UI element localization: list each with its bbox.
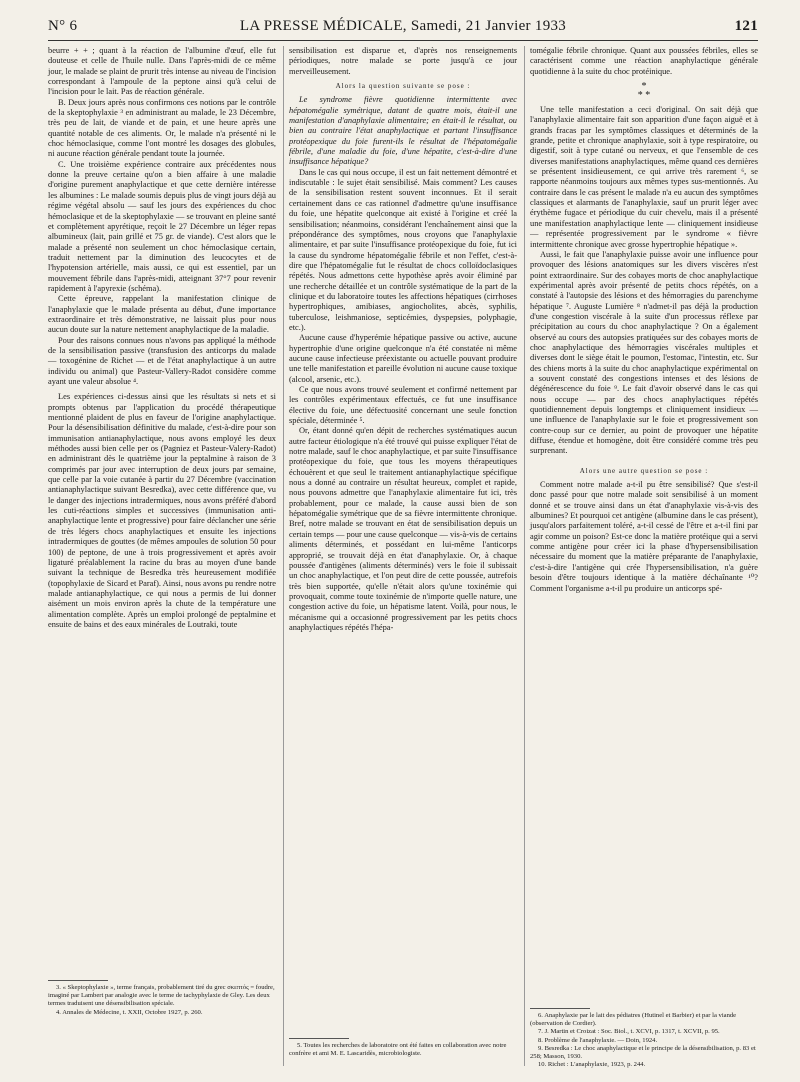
footnote: 4. Annales de Médecine, t. XXII, Octobre 1927, p. 260. — [56, 1008, 203, 1016]
paragraph: Comment notre malade a-t-il pu être sensibilisé? Que s'est-il donc passé pour que notre malade soit sensibilisé à un moment donné et se trouve ainsi dans un état d'anaphylaxie vis-à-vis des albumines? Et pourquoi cet antigène (albumine dans le cas présent), jusqu'alors parfaitement toléré, a-t-il cessé de l'être et a-t-il fini par agir comme un poison? Est-ce donc la matière protéique qui a servi comme antigène pour créer ici la phase d'hypersensibilisation nécessaire du moment que la matière préparante de l'anaphylaxie, c'est-à-dire l'antigène qui crée l'hypersensibilisation, n'a guère besoin d'être toujours identique à la matière déchaînante ¹⁰? Comment l'organisme a-t-il pu produire un anticorps spé- — [530, 480, 758, 593]
issue-number: N° 6 — [48, 18, 78, 34]
page-number: 121 — [734, 18, 758, 34]
paragraph: C. Une troisième expérience contraire aux précédentes nous donne la preuve certaine qu'on a bien affaire à une maladie d'origine purement anaphylactique et que cette dernière intéresse les albumines : Le malade soumis depuis plus de vingt jours déjà au régime végétal absolu — sauf les jours des expériences du choc hémoclasique et de la skeptophylaxie — se trouvant en pleine santé et complètement apyrétique, reçoit le 27 Décembre un léger repas albumineux (lait, pain grillé et 75 gr. de viande). C'est alors que le malade a présenté non seulement un choc hémoclasique certain, traduit nettement par la diminution des leucocytes et de l'hypotension artérielle, mais aussi, ce qui est essentiel, par un mouvement fébrile dans l'après-midi, atteignant 37°7 pour revenir rapidement à l'apyrexie (schéma). — [48, 159, 276, 293]
paragraph: Pour des raisons connues nous n'avons pas appliqué la méthode de la sensibilisation passive (transfusion des anticorps du malade — toxogénine de Richet — et de l'état anaphylactique à un autre individu ou animal) que Pasteur-Vallery-Radot considère comme ayant une valeur absolue ⁴. — [48, 335, 276, 386]
footnote: 5. Toutes les recherches de laboratoire ont été faites en collaboration avec notre confrère et ami M. E. Lascaridès, microbiologiste. — [289, 1042, 507, 1058]
footnote: 10. Richet : L'anaphylaxie, 1923, p. 244. — [538, 1061, 646, 1069]
footnote: 8. Problème de l'anaphylaxie. — Doin, 1924. — [538, 1036, 658, 1044]
column-1 — [48, 46, 276, 630]
footnote-rule — [289, 1038, 349, 1039]
paragraph-italic: Le syndrome fièvre quotidienne intermittente avec hépatomégalie symétrique, datant de quatre mois, était-il une manifestation d'anaphylaxie alimentaire; en était-il le résultat, ou bien au contraire l'état anaphylactique et partant l'insuffisance protéopexique du foie furent-ils le résultat de l'hépatomégalie fébrile, d'une maladie du foie, d'une hépatite, c'est-à-dire d'une insuffisance hépatique? — [289, 95, 517, 167]
paragraph: Ce que nous avons trouvé seulement et confirmé nettement par les contrôles expérimentaux effectués, ce fut une insuffisance élective du foie, une défectuosité concernant une seule fonction spéciale, déterminée ⁵. — [289, 385, 517, 426]
footnote-rule — [48, 980, 108, 981]
footnote-rule — [530, 1008, 590, 1009]
footnotes-col3 — [530, 1002, 758, 1069]
column-divider — [283, 46, 284, 1066]
header-rule — [48, 40, 758, 41]
page-header — [48, 18, 758, 38]
footnotes-col1 — [48, 974, 276, 1017]
section-asterism: * — [641, 81, 647, 93]
paragraph: tomégalie fébrile chronique. Quant aux poussées fébriles, elles se caractérisent comme une réaction anaphylactique générale quotidienne à la suite du choc protéinique. — [530, 46, 758, 76]
column-2 — [289, 46, 517, 633]
journal-title: LA PRESSE MÉDICALE, Samedi, 21 Janvier 1933 — [239, 18, 567, 34]
paragraph: Dans le cas qui nous occupe, il est un fait nettement démontré et indiscutable : le sujet était sensibilisé. Mais comment? Les causes de la sensibilisation restent souvent inconnues. Et il serait certainement dans ce cas rationnel d'admettre qu'une insuffisance du foie, une hépatite quelconque ait existé à l'origine et créé la sensibilisation; néanmoins, considérant l'enchaînement ainsi que la prépondérance des symptômes, nous croyons que l'anaphylaxie alimentaire, et par suite l'insuffisance protéopexique du foie, fut ici la cause du syndrome hépatomégalie fébrile et non l'effet, c'est-à-dire que l'hépatomégalie fut le résultat de chocs colloïdoclasiques répétés. Nous admettons cette hypothèse après avoir éliminé par une recherche détaillée et un contrôle systématique de la part de la clinique et du laboratoire toutes les affections hépatiques (cirrhoses hypertrophiques, amibiases, angiocholites, abcès, syphilis, tuberculose, leishmaniose, septicémies, dyspepsies, polyphagie, etc.). — [289, 167, 517, 332]
paragraph: beurre + + ; quant à la réaction de l'albumine d'œuf, elle fut douteuse et celle de l'huile nulle. Dans l'après-midi de ce même jour, le malade se plaint de prurit très intense au niveau de l'incision correspondant à l'ampoule de la peptone ainsi qu'à celui de l'incision pour le lait. Pas de réaction générale. — [48, 46, 276, 97]
footnote: 6. Anaphylaxie par le lait des pédiatres (Hutinel et Barbier) et par la viande (observation de Cordier). — [530, 1012, 737, 1028]
footnotes-col2 — [289, 1032, 517, 1058]
paragraph: sensibilisation est disparue et, d'après nos renseignements périodiques, notre malade se porte jusqu'à ce jour merveilleusement. — [289, 46, 517, 76]
paragraph: Une telle manifestation a ceci d'original. On sait déjà que l'anaphylaxie alimentaire fait son apparition d'une façon aiguë et à grands fracas par les symptômes classiques et déterminés de la grande, petite et chronique anaphylaxie, soit à type respiratoire, ou digestif, soit à type cutané ou nerveux, et que l'ensemble de ces diverses manifestations anaphylactiques, même quand ces dernières se présentent insidieusement, ce qui arrive très rarement ⁶, se rapporte néanmoins toujours aux mêmes types sus-mentionnés. Au contraire dans le cas présent le malade n'a eu aucun des symptômes classiques et alarmants de l'anaphylaxie, sauf un prurit léger avec érythème fugace et périodique du cuir chevelu, mais il a présenté une manifestation anaphylactique lente — cliniquement insidieuse — représentée progressivement par le syndrome « fièvre intermittente chronique avec grosse hypertrophie hépatique ». — [530, 105, 758, 249]
paragraph: Or, étant donné qu'en dépit de recherches systématiques aucun autre facteur étiologique n'a été trouvé qui puisse expliquer l'état de notre malade, sauf le choc anaphylactique, et par suite l'insuffisance protéopexique du foie, que tous les moyens thérapeutiques échouèrent et que seul le traitement antianaphylactique spécifique nous a donné au contraire un résultat heureux, complet et rapide, nous pouvons admettre que l'anaphylaxie alimentaire fut ici, très probablement, pour ce malade, la cause aussi bien de son hépatomégalie symétrique que de sa fièvre intermittente chronique. Bref, notre malade se trouvant en état de sensibilisation depuis un certain temps — pour une cause quelconque — vis-à-vis de certains aliments déterminés, et possédant en lui-même l'anticorps approprié, se trouvait déjà en état d'anaphylaxie. Or, à chaque poussée d'antigènes (aliments déterminés) vers le foie il subissait un choc anaphylactique, et l'on peut dire de cette poussée, autrefois très bien supportée, qu'elle n'était alors qu'une toxinémie qui provoquait, comme toute toxinémie de n'importe quelle nature, une congestion active du foie, un hépatisme latent. Voilà, pour nous, le mécanisme qui a occasionné progressivement par les petits chocs anaphylactiques répétés l'hépa- — [289, 426, 517, 632]
paragraph: B. Deux jours après nous confirmons ces notions par le contrôle de la skeptophylaxie ³ en administrant au malade, le 23 Décembre, très peu de lait, de viande et de pain, et une heure après une quantité notable de ces aliments. Or, le malade n'a présenté ni le choc hémoclasique, comme l'ont montré les dosages des globules, ni aucune réaction générale pendant toute la journée. — [48, 97, 276, 159]
paragraph: Aucune cause d'hyperémie hépatique passive ou active, aucune hypertrophie d'une origine quelconque n'a été constatée ni même aucune cause infectieuse préexistante ou actuelle pouvant produire une telle manifestation et pareille évolution ni aucune cause toxique (alcool, arsenic, etc.). — [289, 333, 517, 384]
section-asterism: * * — [637, 90, 651, 102]
paragraph: Cette épreuve, rappelant la manifestation clinique de l'anaphylaxie que le malade présenta au début, d'une importance extraordinaire et très démonstrative, ne laissait plus pour nous aucun doute sur la nature nettement anaphylactique de la maladie. — [48, 294, 276, 335]
section-subheading: Alors la question suivante se pose : — [335, 82, 471, 91]
column-divider — [524, 46, 525, 1066]
footnote: 9. Besredka : Le choc anaphylactique et le principe de la désensibilisation, p. 83 et 258; Masson, 1930. — [530, 1044, 756, 1061]
footnote: 7. J. Martin et Croizat : Soc. Biol., t. XCVI, p. 1317, t. XCVII, p. 95. — [538, 1028, 720, 1036]
paragraph: Aussi, le fait que l'anaphylaxie puisse avoir une influence pour provoquer des lésions anatomiques sur les divers viscères n'est point extraordinaire. Sur des cobayes morts de choc anaphylactique expérimental après avoir présenté de petits chocs répétés, on a constaté à l'autopsie des lésions et des hémorragies du parenchyme hépatique ⁷. Auguste Lumière ⁸ n'admet-il pas déjà la production d'une congestion viscérale à la suite d'un processus réflexe par précipitation au cours du choc anaphylactique ? On a également observé au cours des autopsies pratiquées sur des cobayes morts de choc anaphylactique des hémorragies viscérales multiples et diverses dont le siège était le poumon, l'estomac, l'intestin, etc. Sur des chiens morts à la suite du choc anaphylactique expérimental on a souvent constaté des congestions intenses et des lésions de dégénérescence du foie ⁹. Le fait d'avoir observé dans le cas qui nous occupe — par des chocs anaphylactiques répétés quotidiennement depuis longtemps et cliniquement insidieux — une influence de l'anaphylaxie sur le foie et progressivement son contre-coup sur ce dernier, au point de provoquer une hépatite diffuse, étendue et homogène, doit être considéré comme très peu surprenant. — [530, 249, 758, 456]
paragraph: Les expériences ci-dessus ainsi que les résultats si nets et si prompts obtenus par l'application du procédé thérapeutique mentionné plaident de plus en faveur de l'origine anaphylactique. Pour la désensibilisation définitive du malade, c'est-à-dire pour son immunisation antianaphylactique, nous avons employé les deux méthodes aussi bien celle per os (Pagniez et Pasteur-Valery-Radot) en administrant dès le quatrième jour la peptalmine à raison de 3 comprimés par jour avec interruption de deux jours par semaine, que celle par la voie cutanée à partir du 27 Décembre (vaccination antianaphylactique suivant Besredka), avec cette différence que, vu le danger des injections intradermiques, nous avons préféré d'abord les cuti-réactions simples et successives (immunisation anti-anaphylactique lente et progressive) pour faire déclancher une série de très légers chocs anaphylactiques et ensuite les injections intradermiques de gouttes (de mêmes ampoules de solution 50 pour 100) de peptone, de une à trois progressivement et après avoir ligaturé préalablement la racine du bras au moyen d'une bande suivant la technique de Besredka très heureusement modifiée (topophylaxie de Sicard et Paraf). Ainsi, nous avons pu rendre notre malade antianaphylactique, ce qui nous a permis de lui donner aisément un mois environ après la chute de la température une alimentation complète. Après un emploi prolongé de peptalmine et ensuite de bains et des eaux minérales de Loutraki, toute — [48, 392, 276, 629]
footnote: 3. « Skeptophylaxie », terme français, probablement tiré du grec σκεπτός = foudre, imaginé par Lambert par analogie avec le terme de tachyphylaxie de Gley. Les deux termes traduisent une désensibilisation spéciale. — [48, 984, 275, 1008]
column-3 — [530, 46, 758, 594]
section-subheading: Alors une autre question se pose : — [579, 466, 709, 475]
